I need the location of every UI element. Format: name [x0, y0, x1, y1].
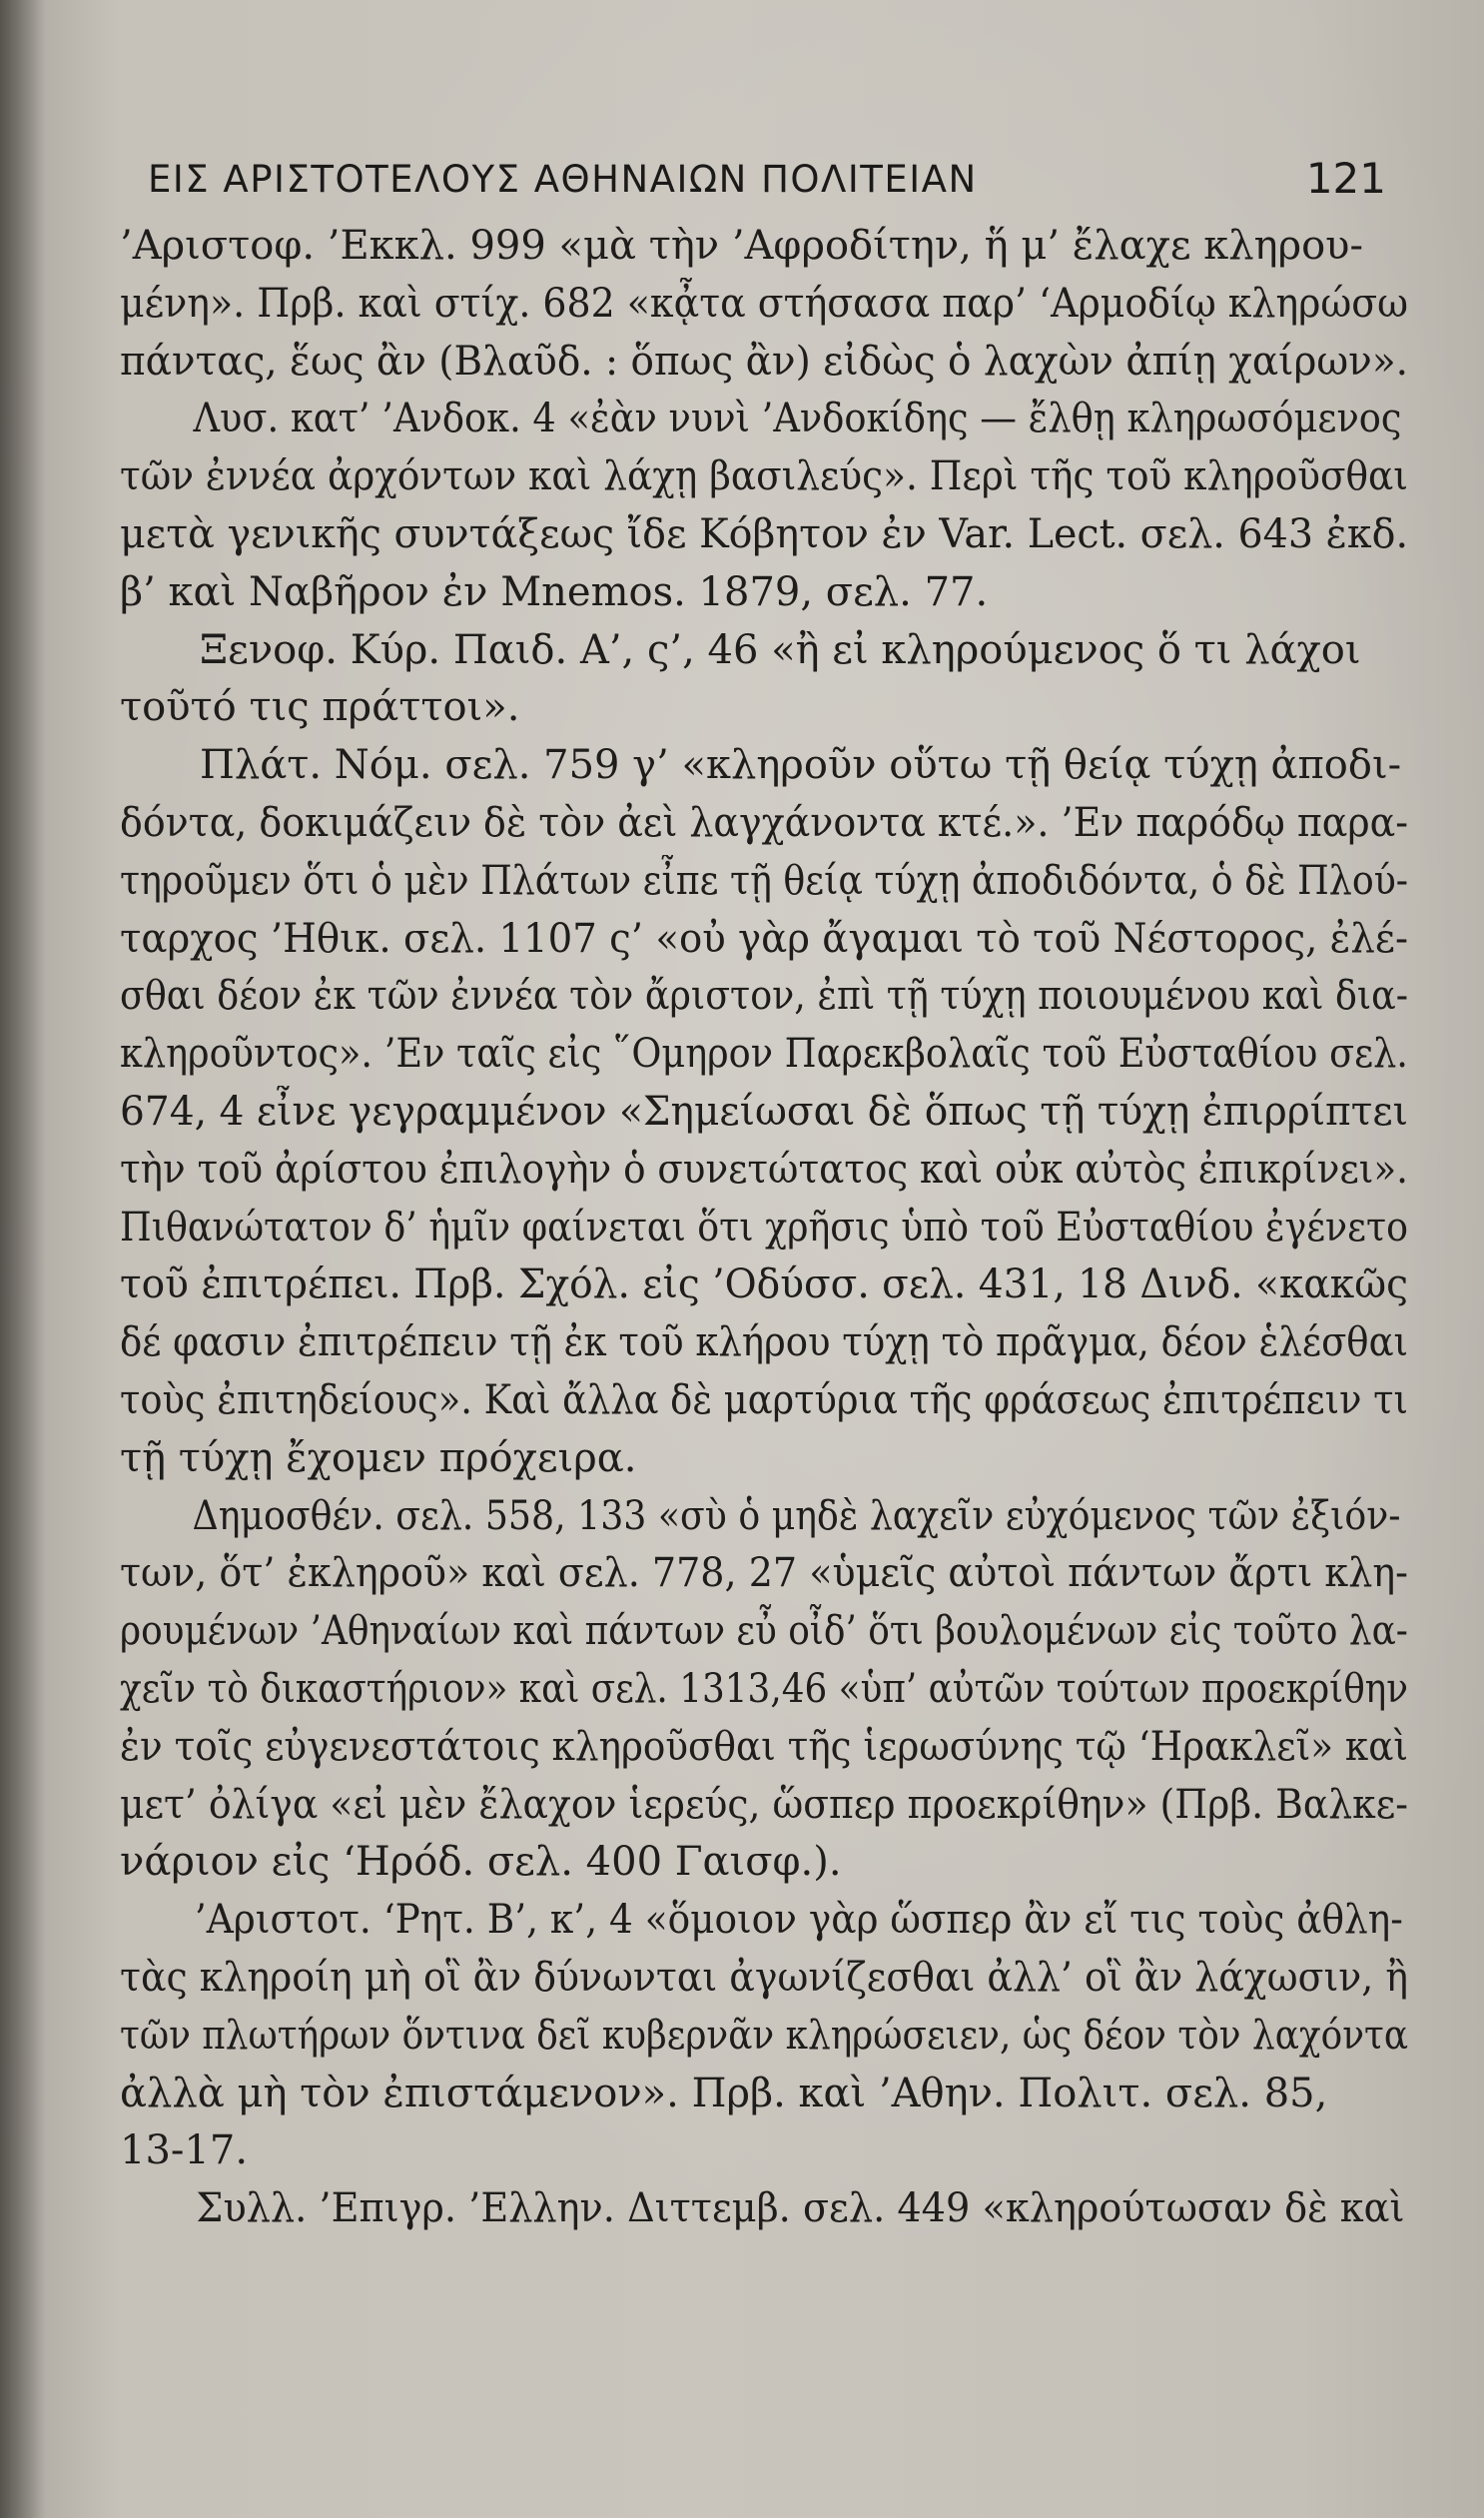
text-line: Πλάτ. Νόμ. σελ. 759 γ’ «κληροῦν οὕτω τῇ θείᾳ τύχῃ ἀποδι-: [200, 742, 1402, 789]
text-line: πάντας, ἕως ἂν (Βλαῦδ. : ὅπως ἂν) εἰδὼς ὁ λαχὼν ἀπίῃ χαίρων».: [120, 338, 1409, 385]
text-line: ἀλλὰ μὴ τὸν ἐπιστάμενον». Πρβ. καὶ ’Αθην. Πολιτ. σελ. 85,: [120, 2070, 1328, 2116]
text-line: 674, 4 εἶνε γεγραμμένον «Σημείωσαι δὲ ὅπως τῇ τύχῃ ἐπιρρίπτει: [120, 1088, 1408, 1135]
running-title: ΕΙΣ ΑΡΙΣΤΟΤΕΛΟΥΣ ΑΘΗΝΑΙΩΝ ΠΟΛΙΤΕΙΑΝ: [148, 158, 978, 201]
text-line: δέ φασιν ἐπιτρέπειν τῇ ἐκ τοῦ κλήρου τύχῃ τὸ πρᾶγμα, δέον ἑλέσθαι: [120, 1319, 1409, 1366]
text-line: ἐν τοῖς εὐγενεστάτοις κληροῦσθαι τῆς ἱερωσύνης τῷ ‘Ηρακλεῖ» καὶ: [120, 1723, 1409, 1770]
body-text: [120, 218, 1408, 2238]
spine-shadow: [0, 0, 46, 2518]
text-line: Λυσ. κατ’ ’Ανδοκ. 4 «ἐὰν νυνὶ ’Ανδοκίδης — ἔλθῃ κληρωσόμενος: [193, 396, 1402, 442]
text-line: μετ’ ὀλίγα «εἰ μὲν ἔλαχον ἱερεύς, ὥσπερ προεκρίθην» (Πρβ. Βαλκε-: [120, 1781, 1409, 1828]
text-line: δόντα, δοκιμάζειν δὲ τὸν ἀεὶ λαγχάνοντα κτέ.». ’Εν παρόδῳ παρα-: [120, 799, 1409, 846]
text-line: Ξενοφ. Κύρ. Παιδ. Α’, ς’, 46 «ἢ εἰ κληρούμενος ὅ τι λάχοι: [200, 626, 1361, 673]
text-line: τοῦ ἐπιτρέπει. Πρβ. Σχόλ. εἰς ’Οδύσσ. σελ. 431, 18 Δινδ. «κακῶς: [120, 1261, 1408, 1308]
text-line: χεῖν τὸ δικαστήριον» καὶ σελ. 1313,46 «ὑπ’ αὐτῶν τούτων προεκρίθην: [120, 1665, 1408, 1712]
text-line: ’Αριστοτ. ‘Ρητ. Β’, κ’, 4 «ὅμοιον γὰρ ὥσπερ ἂν εἴ τις τοὺς ἀθλη-: [194, 1897, 1403, 1944]
text-line: τῇ τύχῃ ἔχομεν πρόχειρα.: [120, 1434, 637, 1481]
page-number: 121: [1305, 154, 1386, 203]
text-line: τὴν τοῦ ἀρίστου ἐπιλογὴν ὁ συνετώτατος καὶ οὐκ αὐτὸς ἐπικρίνει».: [120, 1146, 1409, 1193]
running-head: [148, 150, 1386, 210]
text-line: τοὺς ἐπιτηδείους». Καὶ ἄλλα δὲ μαρτύρια τῆς φράσεως ἐπιτρέπειν τι: [120, 1376, 1408, 1423]
text-line: τηροῦμεν ὅτι ὁ μὲν Πλάτων εἶπε τῇ θείᾳ τύχῃ ἀποδιδόντα, ὁ δὲ Πλού-: [120, 857, 1409, 904]
text-line: σθαι δέον ἐκ τῶν ἐννέα τὸν ἄριστον, ἐπὶ τῇ τύχῃ ποιουμένου καὶ δια-: [120, 973, 1409, 1020]
text-line: 13-17.: [120, 2127, 249, 2174]
text-line: τοῦτό τις πράττοι».: [120, 684, 520, 731]
text-line: μένη». Πρβ. καὶ στίχ. 682 «κᾆτα στήσασα παρ’ ‘Αρμοδίῳ κληρώσω: [120, 280, 1409, 327]
text-line: τῶν πλωτήρων ὅντινα δεῖ κυβερνᾶν κληρώσειεν, ὡς δέον τὸν λαχόντα: [120, 2012, 1409, 2059]
text-line: κληροῦντος». ’Εν ταῖς εἰς ῞Ομηρον Παρεκβολαῖς τοῦ Εὐσταθίου σελ.: [120, 1031, 1408, 1078]
text-line: νάριον εἰς ‘Ηρόδ. σελ. 400 Γαισφ.).: [120, 1839, 842, 1886]
text-line: μετὰ γενικῆς συντάξεως ἴδε Κόβητον ἐν Var. Lect. σελ. 643 ἐκδ.: [120, 510, 1409, 557]
text-line: β’ καὶ Ναβῆρον ἐν Mnemos. 1879, σελ. 77.: [120, 568, 989, 615]
text-line: ταρχος ’Ηθικ. σελ. 1107 ς’ «οὐ γὰρ ἄγαμαι τὸ τοῦ Νέστορος, ἐλέ-: [120, 915, 1409, 962]
text-line: ’Αριστοφ. ’Εκκλ. 999 «μὰ τὴν ’Αφροδίτην, ἥ μ’ ἔλαχε κληρου-: [120, 223, 1363, 269]
text-line: Δημοσθέν. σελ. 558, 133 «σὺ ὁ μηδὲ λαχεῖν εὐχόμενος τῶν ἐξιόν-: [192, 1492, 1401, 1539]
text-line: τὰς κληροίη μὴ οἳ ἂν δύνωνται ἀγωνίζεσθαι ἀλλ’ οἳ ἂν λάχωσιν, ἢ: [120, 1954, 1409, 2001]
text-line: Συλλ. ’Επιγρ. ’Ελλην. Διττεμβ. σελ. 449 «κληρούτωσαν δὲ καὶ: [196, 2185, 1405, 2232]
text-line: τῶν ἐννέα ἀρχόντων καὶ λάχῃ βασιλεύς». Περὶ τῆς τοῦ κληροῦσθαι: [120, 453, 1408, 500]
text-line: των, ὅτ’ ἐκληροῦ» καὶ σελ. 778, 27 «ὑμεῖς αὐτοὶ πάντων ἄρτι κλη-: [120, 1550, 1408, 1597]
text-line: ρουμένων ’Αθηναίων καὶ πάντων εὖ οἶδ’ ὅτι βουλομένων εἰς τοῦτο λα-: [120, 1608, 1408, 1655]
text-line: Πιθανώτατον δ’ ἡμῖν φαίνεται ὅτι χρῆσις ὑπὸ τοῦ Εὐσταθίου ἐγένετο: [120, 1204, 1408, 1251]
